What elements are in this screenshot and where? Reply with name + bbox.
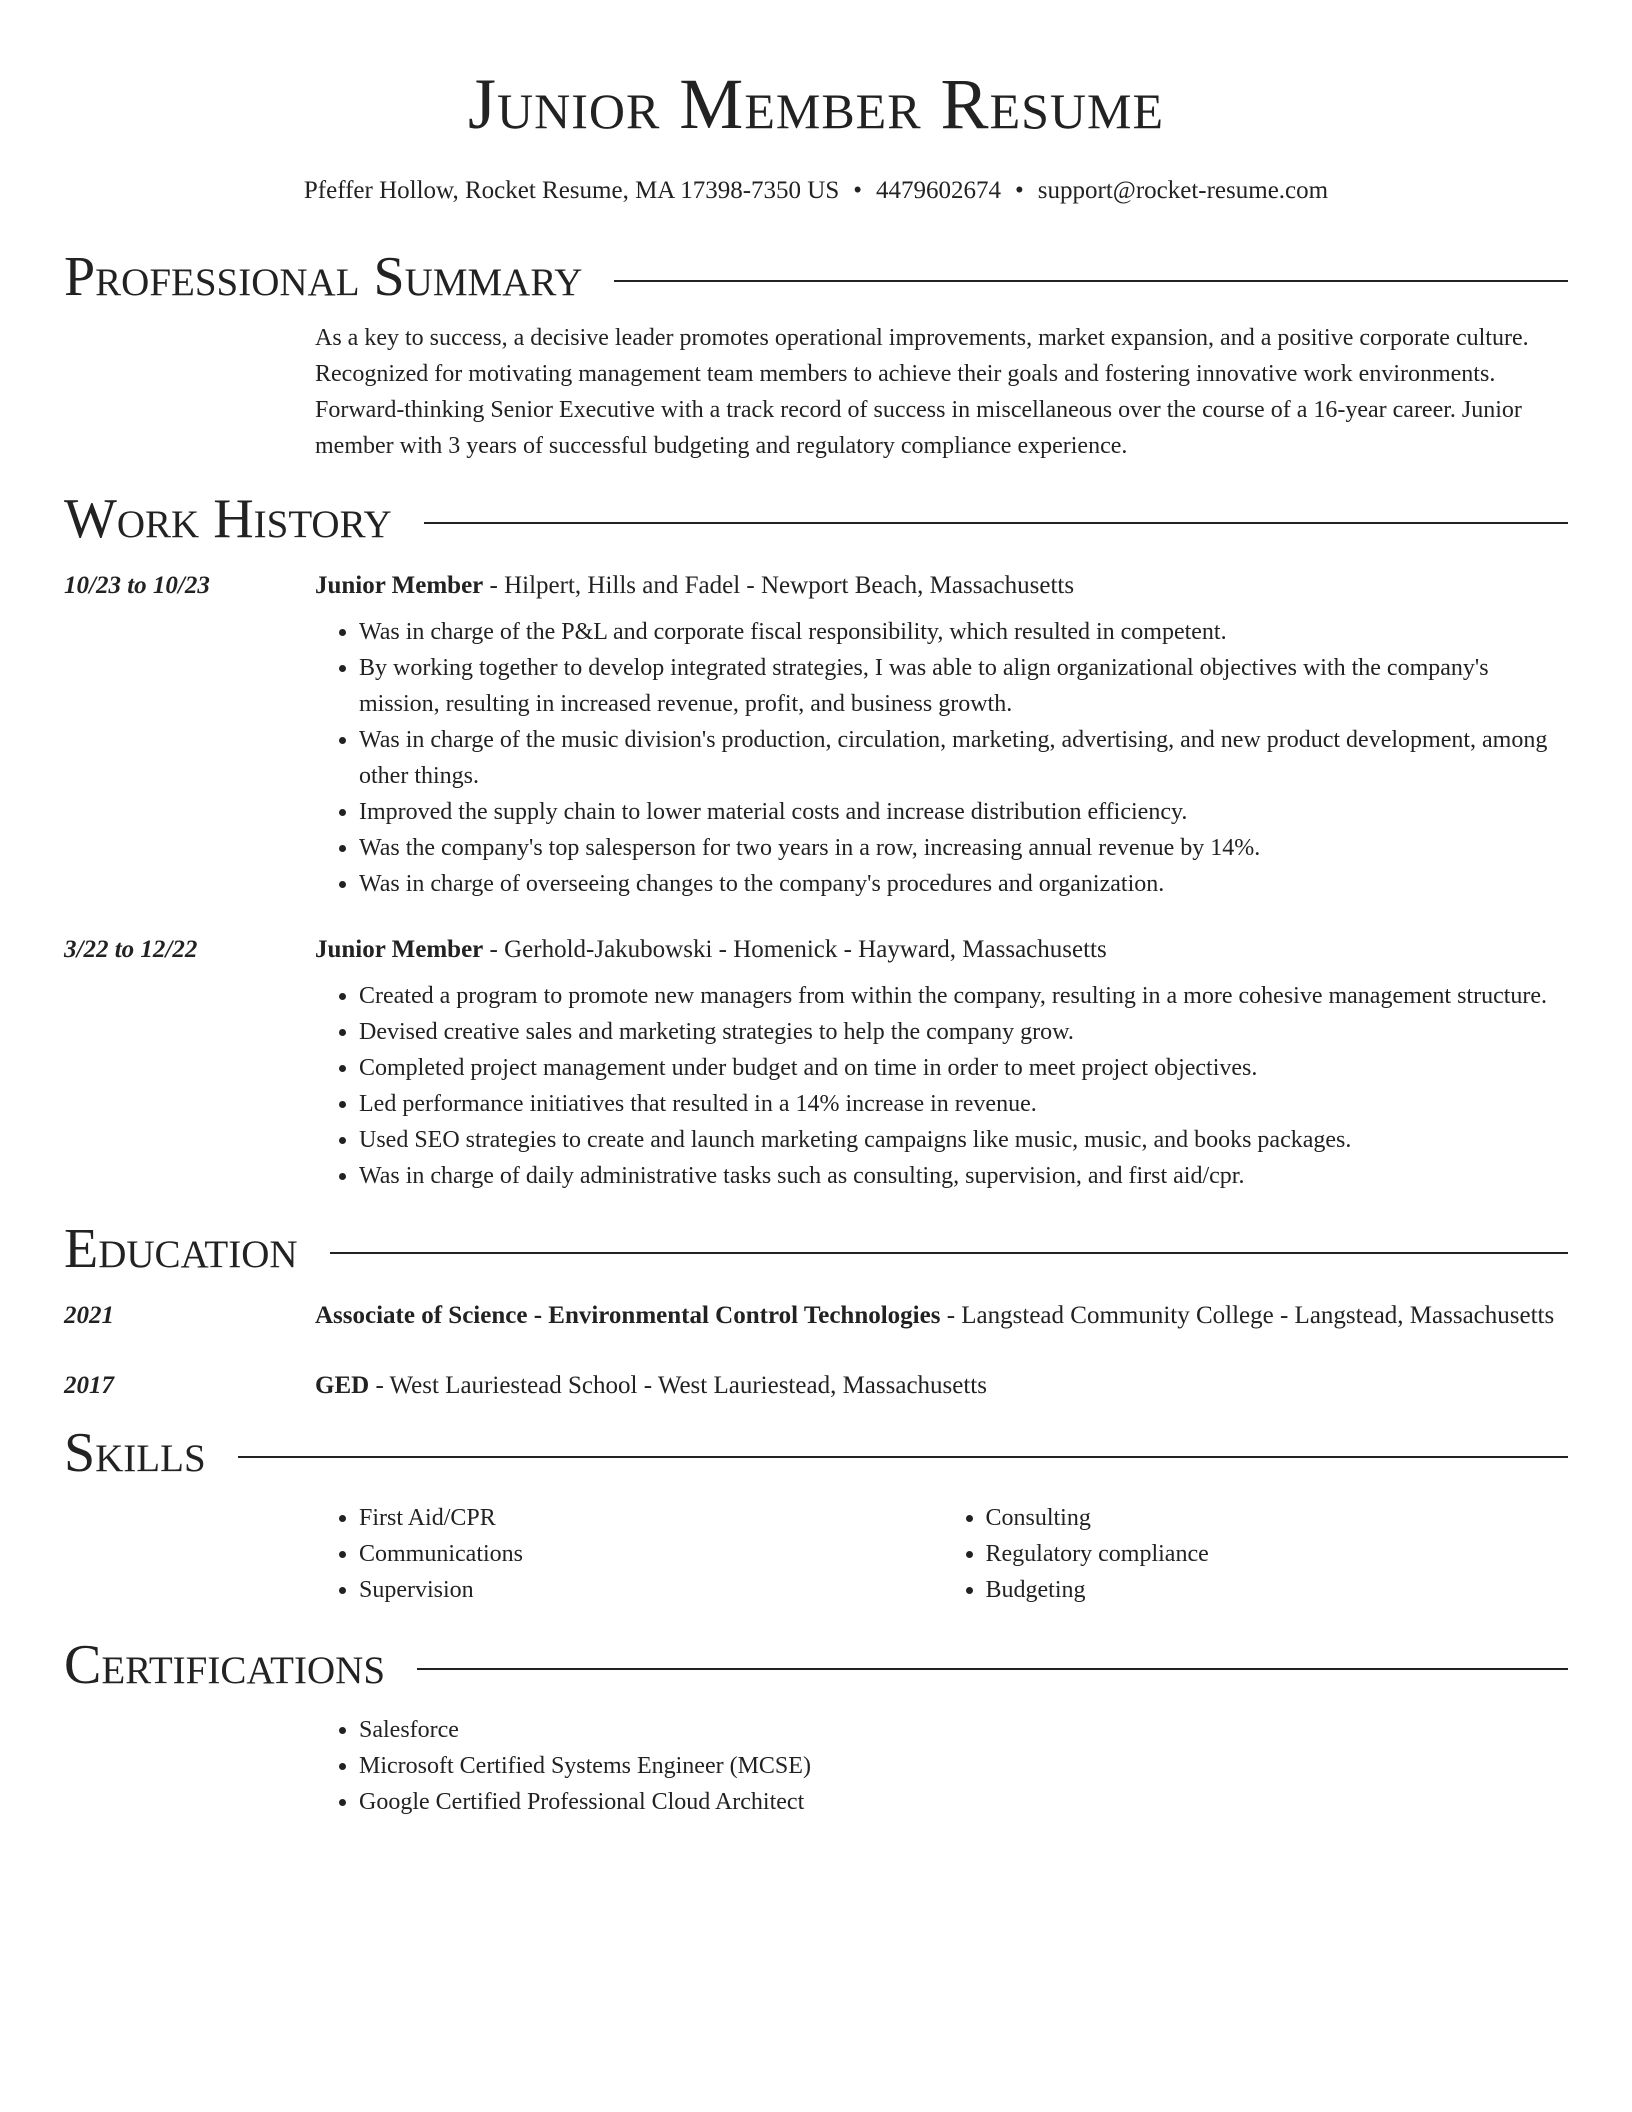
job-entry	[64, 568, 1568, 902]
education-content	[315, 1298, 1568, 1334]
bullet-separator: •	[853, 177, 863, 204]
education-content	[315, 1368, 1568, 1404]
school-details: - West Lauriestead School - West Lauriestead, Massachusetts	[369, 1372, 987, 1399]
school-details: - Langstead Community College - Langstead, Massachusetts	[940, 1302, 1555, 1329]
email: support@rocket-resume.com	[1037, 177, 1329, 204]
contact-line	[64, 174, 1568, 208]
summary-section-header	[64, 244, 1568, 310]
certifications-section-header	[64, 1632, 1568, 1698]
resume-page	[64, 0, 1568, 1820]
job-header	[315, 932, 1568, 968]
education-entry	[64, 1368, 1568, 1404]
list-item: • Was in charge of the P&L and corporate fiscal responsibility, which resulted in competent.	[359, 614, 1568, 650]
degree: Associate of Science - Environmental Control Technologies	[315, 1302, 941, 1329]
job-details: - Hilpert, Hills and Fadel - Newport Beach, Massachusetts	[483, 572, 1075, 599]
skills-section-header	[64, 1420, 1568, 1486]
section-divider	[330, 1252, 1568, 1254]
certifications-bullets	[315, 1712, 1568, 1820]
education-section-header	[64, 1216, 1568, 1282]
job-dates: 3/22 to 12/22	[64, 936, 198, 963]
job-title: Junior Member	[315, 572, 484, 599]
summary-text: As a key to success, a decisive leader promotes operational improvements, market expansion, and a positive corporate culture. Recognized for motivating management team members to achieve their goals and fostering innovative work environments. Forward-thinking Senior Executive with a track record of success in miscellaneous over the course of a 16-year career. Junior member with 3 years of successful budgeting and regulatory compliance experience.	[315, 325, 1529, 459]
list-item: • Devised creative sales and marketing strategies to help the company grow.	[359, 1014, 1568, 1050]
list-item: • Completed project management under budget and on time in order to meet project objectives.	[359, 1050, 1568, 1086]
list-item: • Led performance initiatives that resulted in a 14% increase in revenue.	[359, 1086, 1568, 1122]
list-item: • Used SEO strategies to create and launch marketing campaigns like music, music, and books packages.	[359, 1122, 1568, 1158]
skills-column-right	[942, 1500, 1569, 1608]
list-item: • Improved the supply chain to lower material costs and increase distribution efficiency.	[359, 794, 1568, 830]
list-item: • Was in charge of overseeing changes to the company's procedures and organization.	[359, 866, 1568, 902]
job-bullets	[315, 614, 1568, 902]
section-title-certifications: Certifications	[64, 1634, 386, 1696]
certification-item: • Microsoft Certified Systems Engineer (MCSE)	[359, 1748, 1568, 1784]
job-dates: 10/23 to 10/23	[64, 572, 210, 599]
skill-item: • Communications	[359, 1536, 942, 1572]
certifications-list	[315, 1712, 1568, 1820]
section-divider	[238, 1456, 1568, 1458]
phone: 4479602674	[876, 177, 1002, 204]
skills-column-left	[315, 1500, 942, 1608]
skill-item: • Budgeting	[986, 1572, 1569, 1608]
list-item: • Was in charge of daily administrative tasks such as consulting, supervision, and first aid/cpr.	[359, 1158, 1568, 1194]
education-year: 2021	[64, 1302, 114, 1329]
job-details: - Gerhold-Jakubowski - Homenick - Hayward, Massachusetts	[483, 936, 1107, 963]
work-section-header	[64, 486, 1568, 552]
skill-item: • Supervision	[359, 1572, 942, 1608]
list-item: • Created a program to promote new managers from within the company, resulting in a more cohesive management structure.	[359, 978, 1568, 1014]
bullet-separator: •	[1015, 177, 1024, 204]
section-divider	[614, 280, 1568, 282]
skill-item: • Consulting	[986, 1500, 1569, 1536]
section-title-skills: Skills	[64, 1422, 206, 1484]
job-content	[315, 932, 1568, 1194]
list-item: • Was the company's top salesperson for two years in a row, increasing annual revenue by 14%.	[359, 830, 1568, 866]
certification-item: • Google Certified Professional Cloud Architect	[359, 1784, 1568, 1820]
section-title-work: Work History	[64, 488, 392, 550]
section-title-summary: Professional Summary	[64, 246, 583, 308]
job-title: Junior Member	[315, 936, 484, 963]
resume-name: Junior Member Resume	[467, 64, 1165, 144]
education-entry	[64, 1298, 1568, 1334]
job-header	[315, 568, 1568, 604]
skills-grid	[315, 1500, 1568, 1608]
section-title-education: Education	[64, 1218, 298, 1280]
job-entry	[64, 932, 1568, 1194]
job-content	[315, 568, 1568, 902]
skill-item: • Regulatory compliance	[986, 1536, 1569, 1572]
list-item: • Was in charge of the music division's production, circulation, marketing, advertising, and new product development, among other things.	[359, 722, 1568, 794]
job-bullets	[315, 978, 1568, 1194]
skill-item: • First Aid/CPR	[359, 1500, 942, 1536]
section-divider	[417, 1668, 1568, 1670]
address: Pfeffer Hollow, Rocket Resume, MA 17398-7350 US	[303, 177, 840, 204]
section-divider	[424, 522, 1568, 524]
list-item: • By working together to develop integrated strategies, I was able to align organizational objectives with the company's mission, resulting in increased revenue, profit, and business growth.	[359, 650, 1568, 722]
certification-item: • Salesforce	[359, 1712, 1568, 1748]
degree: GED	[315, 1372, 370, 1399]
education-year: 2017	[64, 1372, 114, 1399]
